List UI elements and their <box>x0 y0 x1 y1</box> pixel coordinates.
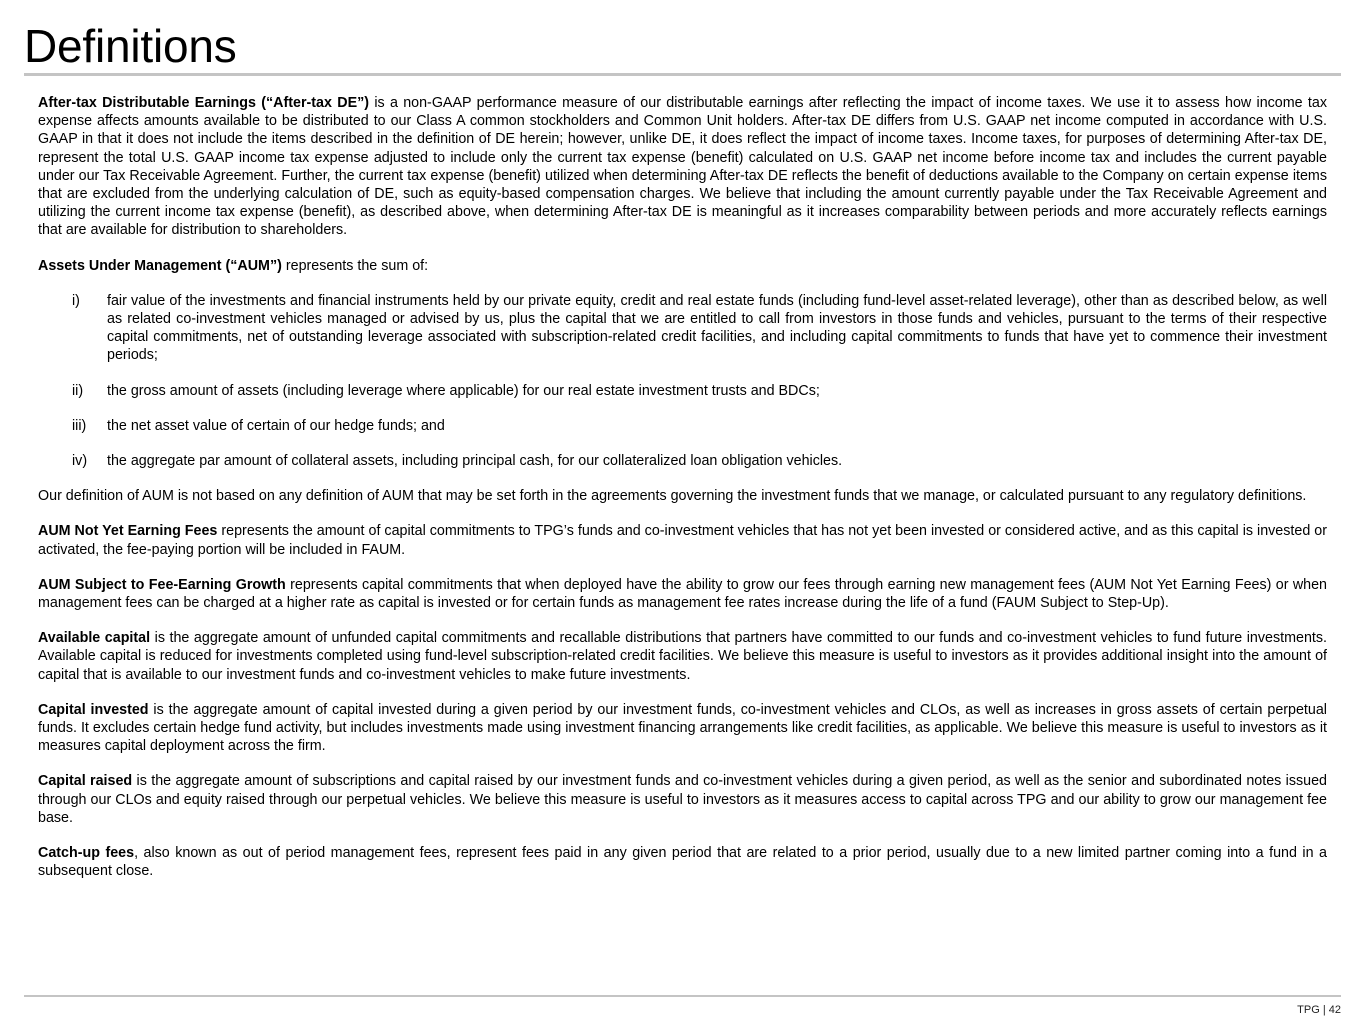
list-item <box>38 292 1327 365</box>
list-item <box>38 382 1327 400</box>
aum-components-list <box>38 292 1327 470</box>
list-item-text: the net asset value of certain of our hedge funds; and <box>107 417 445 434</box>
definition-text-aum-fee-earning-growth: represents capital commitments that when deployed have the ability to grow our fees through earning new management fees (AUM Not Yet Earning Fees) or when management fees can be charged at a higher rate as capital is invested or for certain funds as management fee rates increase during the life of a fund (FAUM Subject to Step-Up). <box>38 576 1327 612</box>
definition-text-aum-not-yet-earning-fees: represents the amount of capital commitments to TPG’s funds and co-investment vehicles that has not yet been invested or considered active, and as this capital is invested or activated, the fee-paying portion will be included in FAUM. <box>38 523 1327 558</box>
list-item-text: the aggregate par amount of collateral assets, including principal cash, for our collateralized loan obligation vehicles. <box>107 453 843 470</box>
term-available-capital: Available capital <box>38 630 151 647</box>
list-item <box>38 417 1327 435</box>
term-after-tax-de: After-tax Distributable Earnings (“After-tax DE”) <box>38 95 370 111</box>
definition-text-capital-raised: is the aggregate amount of subscriptions and capital raised by our investment funds and co-investment vehicles during a given period, as well as the senior and subordinated notes issued through our CLOs and equity raised through our perpetual vehicles. We believe this measure is useful to investors as it measures access to capital across TPG and our ability to grow our management fee base. <box>38 773 1327 826</box>
term-capital-raised: Capital raised <box>38 773 133 790</box>
term-catch-up-fees: Catch-up fees <box>38 845 135 862</box>
definition-after-tax-de <box>38 94 1327 240</box>
definition-aum-not-yet-earning-fees <box>38 522 1327 558</box>
definition-capital-raised <box>38 772 1327 827</box>
definition-aum-fee-earning-growth <box>38 576 1327 612</box>
definition-text-capital-invested: is the aggregate amount of capital invested during a given period by our investment funds, co-investment vehicles and CLOs, as well as increases in gross assets of certain perpetual funds. It excludes certain hedge fund activity, but includes investments made using investment financing arrangements like credit facilities, as applicable. We believe this measure is useful to investors as it measures capital deployment across the firm. <box>38 701 1327 755</box>
page-title: Definitions <box>24 20 237 72</box>
term-aum-fee-earning-growth: AUM Subject to Fee-Earning Growth <box>38 576 286 593</box>
list-item-text: the gross amount of assets (including leverage where applicable) for our real estate investment trusts and BDCs; <box>107 382 820 399</box>
list-marker: i) <box>72 292 80 309</box>
definition-text-catch-up-fees: , also known as out of period management fees, represent fees paid in any given period that are related to a prior period, usually due to a new limited partner coming into a fund in a subsequent close. <box>38 845 1327 880</box>
page-footer: TPG | 42 <box>1297 1004 1341 1016</box>
definition-text-available-capital: is the aggregate amount of unfunded capital commitments and recallable distributions that partners have committed to our funds and co-investment vehicles to fund future investments. Available capital is reduced for investments completed using fund-level subscription-related credit facilities. We believe this measure is useful to investors as it provides additional insight into the amount of capital that is available to our investment funds and co-investment vehicles to make future investments. <box>38 630 1328 683</box>
term-aum: Assets Under Management (“AUM”) <box>38 257 282 274</box>
definition-text-aum: represents the sum of: <box>281 257 429 274</box>
list-marker: iv) <box>72 453 88 470</box>
title-divider <box>24 73 1341 76</box>
definition-capital-invested <box>38 701 1327 756</box>
footer-divider <box>24 995 1341 997</box>
list-marker: ii) <box>72 382 84 399</box>
definition-available-capital <box>38 629 1327 684</box>
list-item-text: fair value of the investments and financial instruments held by our private equity, credit and real estate funds (including fund-level asset-related leverage), other than as described below, as well as related co-investment vehicles managed or advised by us, plus the capital that we are entitled to call from investors in those funds and vehicles, pursuant to the terms of their respective capital commitments, net of outstanding leverage associated with subscription-related credit facilities, and including capital commitments to funds that have yet to commence their investment periods; <box>107 292 1327 364</box>
definition-catch-up-fees <box>38 844 1327 880</box>
definition-aum <box>38 257 1327 275</box>
term-aum-not-yet-earning-fees: AUM Not Yet Earning Fees <box>38 523 218 540</box>
list-marker: iii) <box>72 417 87 434</box>
term-capital-invested: Capital invested <box>38 701 149 718</box>
definition-text-after-tax-de: is a non-GAAP performance measure of our distributable earnings after reflecting the impact of income taxes. We use it to assess how income tax expense affects amounts available to be distributed to our Class A common stockholders and Common Unit holders. After-tax DE differs from U.S. GAAP net income computed in accordance with U.S. GAAP in that it does not include the items described in the definition of DE herein; however, unlike DE, it does reflect the impact of income taxes. Income taxes, for purposes of determining After-tax DE, represent the total U.S. GAAP income tax expense adjusted to include only the current tax expense (benefit) calculated on U.S. GAAP net income before income tax and includes the current payable under our Tax Receivable Agreement. Further, the current tax expense (benefit) utilized when determining After-tax DE reflects the benefit of deductions available to the Company on certain expense items that are excluded from the underlying calculation of DE, such as equity-based compensation charges. We believe that including the amount currently payable under the Tax Receivable Agreement and utilizing the current income tax expense (benefit), as described above, when determining After-tax DE is meaningful as it increases comparability between periods and more accurately reflects earnings that are available for distribution to shareholders. <box>38 95 1327 239</box>
aum-note: Our definition of AUM is not based on any definition of AUM that may be set forth in the agreements governing the investment funds that we manage, or calculated pursuant to any regulatory definitions. <box>38 488 1307 505</box>
list-item <box>38 452 1327 470</box>
definitions-body <box>38 94 1327 898</box>
